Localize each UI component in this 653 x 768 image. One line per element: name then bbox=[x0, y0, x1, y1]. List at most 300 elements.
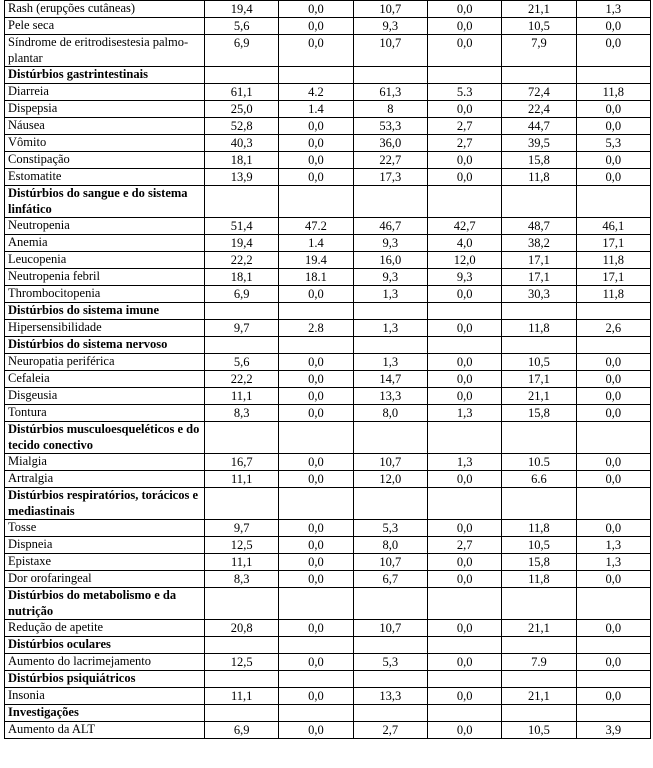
value-cell: 53,3 bbox=[353, 118, 427, 135]
value-cell: 19,4 bbox=[205, 235, 279, 252]
value-cell: 0,0 bbox=[279, 169, 353, 186]
value-cell: 16,7 bbox=[205, 454, 279, 471]
empty-cell bbox=[279, 186, 353, 218]
value-cell: 0,0 bbox=[576, 388, 650, 405]
value-cell: 11,1 bbox=[205, 688, 279, 705]
value-cell: 72,4 bbox=[502, 84, 576, 101]
value-cell: 0,0 bbox=[576, 471, 650, 488]
section-header-row bbox=[5, 303, 651, 320]
section-label: Distúrbios do sistema nervoso bbox=[5, 337, 205, 354]
section-header-row bbox=[5, 637, 651, 654]
empty-cell bbox=[427, 705, 501, 722]
empty-cell bbox=[353, 186, 427, 218]
value-cell: 2.8 bbox=[279, 320, 353, 337]
value-cell: 19,4 bbox=[205, 1, 279, 18]
value-cell: 0,0 bbox=[279, 118, 353, 135]
empty-cell bbox=[427, 671, 501, 688]
empty-cell bbox=[353, 488, 427, 520]
value-cell: 21,1 bbox=[502, 388, 576, 405]
empty-cell bbox=[353, 67, 427, 84]
section-header-row bbox=[5, 488, 651, 520]
value-cell: 7,9 bbox=[502, 35, 576, 67]
value-cell: 0,0 bbox=[427, 35, 501, 67]
empty-cell bbox=[205, 488, 279, 520]
value-cell: 7.9 bbox=[502, 654, 576, 671]
value-cell: 0,0 bbox=[427, 688, 501, 705]
empty-cell bbox=[427, 422, 501, 454]
value-cell: 12,0 bbox=[427, 252, 501, 269]
value-cell: 22,2 bbox=[205, 371, 279, 388]
value-cell: 17,1 bbox=[502, 252, 576, 269]
value-cell: 17,1 bbox=[576, 235, 650, 252]
value-cell: 6,9 bbox=[205, 286, 279, 303]
row-label: Diarreia bbox=[5, 84, 205, 101]
value-cell: 8,3 bbox=[205, 405, 279, 422]
row-label: Dor orofaringeal bbox=[5, 571, 205, 588]
value-cell: 0,0 bbox=[576, 18, 650, 35]
value-cell: 21,1 bbox=[502, 620, 576, 637]
table-row bbox=[5, 471, 651, 488]
row-label: Cefaleia bbox=[5, 371, 205, 388]
section-label: Investigações bbox=[5, 705, 205, 722]
value-cell: 0,0 bbox=[279, 620, 353, 637]
value-cell: 8 bbox=[353, 101, 427, 118]
value-cell: 0,0 bbox=[576, 654, 650, 671]
table-row bbox=[5, 152, 651, 169]
section-header-row bbox=[5, 67, 651, 84]
row-label: Pele seca bbox=[5, 18, 205, 35]
empty-cell bbox=[576, 186, 650, 218]
value-cell: 61,1 bbox=[205, 84, 279, 101]
empty-cell bbox=[353, 303, 427, 320]
value-cell: 0,0 bbox=[576, 520, 650, 537]
value-cell: 46,7 bbox=[353, 218, 427, 235]
value-cell: 11,8 bbox=[576, 84, 650, 101]
value-cell: 1,3 bbox=[353, 286, 427, 303]
section-header-row bbox=[5, 186, 651, 218]
value-cell: 0,0 bbox=[576, 620, 650, 637]
value-cell: 0,0 bbox=[427, 722, 501, 739]
table-row bbox=[5, 269, 651, 286]
value-cell: 0,0 bbox=[279, 388, 353, 405]
value-cell: 11,8 bbox=[576, 286, 650, 303]
value-cell: 0,0 bbox=[576, 118, 650, 135]
value-cell: 0,0 bbox=[576, 354, 650, 371]
table-row bbox=[5, 286, 651, 303]
table-row bbox=[5, 252, 651, 269]
value-cell: 0,0 bbox=[427, 371, 501, 388]
value-cell: 11,1 bbox=[205, 388, 279, 405]
empty-cell bbox=[502, 488, 576, 520]
table-row bbox=[5, 371, 651, 388]
table-row bbox=[5, 320, 651, 337]
value-cell: 9,3 bbox=[427, 269, 501, 286]
row-label: Anemia bbox=[5, 235, 205, 252]
empty-cell bbox=[353, 422, 427, 454]
empty-cell bbox=[279, 67, 353, 84]
value-cell: 0,0 bbox=[427, 520, 501, 537]
value-cell: 15,8 bbox=[502, 405, 576, 422]
empty-cell bbox=[205, 588, 279, 620]
table-row bbox=[5, 388, 651, 405]
value-cell: 0,0 bbox=[427, 354, 501, 371]
empty-cell bbox=[353, 637, 427, 654]
section-label: Distúrbios psiquiátricos bbox=[5, 671, 205, 688]
empty-cell bbox=[205, 303, 279, 320]
empty-cell bbox=[427, 186, 501, 218]
empty-cell bbox=[502, 671, 576, 688]
empty-cell bbox=[502, 705, 576, 722]
empty-cell bbox=[502, 422, 576, 454]
value-cell: 36,0 bbox=[353, 135, 427, 152]
value-cell: 0,0 bbox=[576, 454, 650, 471]
value-cell: 2,7 bbox=[427, 135, 501, 152]
empty-cell bbox=[279, 637, 353, 654]
empty-cell bbox=[205, 186, 279, 218]
value-cell: 8,3 bbox=[205, 571, 279, 588]
value-cell: 5,3 bbox=[353, 520, 427, 537]
value-cell: 5,6 bbox=[205, 354, 279, 371]
empty-cell bbox=[502, 186, 576, 218]
empty-cell bbox=[205, 67, 279, 84]
value-cell: 0,0 bbox=[576, 571, 650, 588]
empty-cell bbox=[353, 337, 427, 354]
value-cell: 11,1 bbox=[205, 554, 279, 571]
empty-cell bbox=[502, 588, 576, 620]
value-cell: 12,5 bbox=[205, 537, 279, 554]
value-cell: 0,0 bbox=[279, 135, 353, 152]
row-label: Aumento do lacrimejamento bbox=[5, 654, 205, 671]
value-cell: 14,7 bbox=[353, 371, 427, 388]
empty-cell bbox=[427, 637, 501, 654]
value-cell: 10,7 bbox=[353, 454, 427, 471]
empty-cell bbox=[502, 337, 576, 354]
row-label: Náusea bbox=[5, 118, 205, 135]
value-cell: 0,0 bbox=[279, 1, 353, 18]
value-cell: 5,3 bbox=[353, 654, 427, 671]
value-cell: 1,3 bbox=[576, 554, 650, 571]
table-row bbox=[5, 454, 651, 471]
value-cell: 22,2 bbox=[205, 252, 279, 269]
empty-cell bbox=[279, 588, 353, 620]
section-header-row bbox=[5, 337, 651, 354]
value-cell: 0,0 bbox=[427, 388, 501, 405]
value-cell: 1.4 bbox=[279, 101, 353, 118]
value-cell: 18.1 bbox=[279, 269, 353, 286]
row-label: Tontura bbox=[5, 405, 205, 422]
value-cell: 4.2 bbox=[279, 84, 353, 101]
row-label: Leucopenia bbox=[5, 252, 205, 269]
value-cell: 17,1 bbox=[502, 269, 576, 286]
value-cell: 0,0 bbox=[279, 152, 353, 169]
value-cell: 13,3 bbox=[353, 388, 427, 405]
value-cell: 12,0 bbox=[353, 471, 427, 488]
row-label: Tosse bbox=[5, 520, 205, 537]
value-cell: 0,0 bbox=[279, 471, 353, 488]
section-label: Distúrbios do metabolismo e da nutrição bbox=[5, 588, 205, 620]
row-label: Neutropenia bbox=[5, 218, 205, 235]
empty-cell bbox=[576, 422, 650, 454]
value-cell: 0,0 bbox=[279, 654, 353, 671]
table-body bbox=[5, 1, 651, 739]
value-cell: 0,0 bbox=[576, 169, 650, 186]
section-label: Distúrbios musculoesqueléticos e do tecido conectivo bbox=[5, 422, 205, 454]
table-row bbox=[5, 1, 651, 18]
value-cell: 0,0 bbox=[279, 571, 353, 588]
value-cell: 17,3 bbox=[353, 169, 427, 186]
value-cell: 0,0 bbox=[427, 654, 501, 671]
value-cell: 0,0 bbox=[279, 371, 353, 388]
value-cell: 52,8 bbox=[205, 118, 279, 135]
value-cell: 10,7 bbox=[353, 554, 427, 571]
value-cell: 1,3 bbox=[353, 354, 427, 371]
section-header-row bbox=[5, 671, 651, 688]
value-cell: 48,7 bbox=[502, 218, 576, 235]
value-cell: 0,0 bbox=[576, 688, 650, 705]
value-cell: 6,7 bbox=[353, 571, 427, 588]
value-cell: 11,1 bbox=[205, 471, 279, 488]
row-label: Dispepsia bbox=[5, 101, 205, 118]
value-cell: 22,4 bbox=[502, 101, 576, 118]
row-label: Neutropenia febril bbox=[5, 269, 205, 286]
value-cell: 0,0 bbox=[279, 537, 353, 554]
value-cell: 2,6 bbox=[576, 320, 650, 337]
value-cell: 42,7 bbox=[427, 218, 501, 235]
empty-cell bbox=[427, 67, 501, 84]
value-cell: 19.4 bbox=[279, 252, 353, 269]
empty-cell bbox=[427, 337, 501, 354]
value-cell: 5,6 bbox=[205, 18, 279, 35]
value-cell: 10,5 bbox=[502, 537, 576, 554]
value-cell: 5.3 bbox=[427, 84, 501, 101]
value-cell: 61,3 bbox=[353, 84, 427, 101]
table-row bbox=[5, 169, 651, 186]
empty-cell bbox=[576, 488, 650, 520]
value-cell: 11,8 bbox=[576, 252, 650, 269]
row-label: Hipersensibilidade bbox=[5, 320, 205, 337]
empty-cell bbox=[353, 588, 427, 620]
value-cell: 1,3 bbox=[353, 320, 427, 337]
value-cell: 10,5 bbox=[502, 354, 576, 371]
value-cell: 2,7 bbox=[427, 118, 501, 135]
value-cell: 6,9 bbox=[205, 35, 279, 67]
section-label: Distúrbios do sangue e do sistema linfático bbox=[5, 186, 205, 218]
value-cell: 12,5 bbox=[205, 654, 279, 671]
row-label: Aumento da ALT bbox=[5, 722, 205, 739]
value-cell: 11,8 bbox=[502, 320, 576, 337]
row-label: Neuropatia periférica bbox=[5, 354, 205, 371]
section-header-row bbox=[5, 705, 651, 722]
value-cell: 44,7 bbox=[502, 118, 576, 135]
empty-cell bbox=[279, 422, 353, 454]
empty-cell bbox=[353, 705, 427, 722]
value-cell: 5,3 bbox=[576, 135, 650, 152]
section-header-row bbox=[5, 422, 651, 454]
empty-cell bbox=[279, 705, 353, 722]
empty-cell bbox=[279, 488, 353, 520]
table-row bbox=[5, 84, 651, 101]
value-cell: 6.6 bbox=[502, 471, 576, 488]
value-cell: 38,2 bbox=[502, 235, 576, 252]
empty-cell bbox=[353, 671, 427, 688]
value-cell: 10,7 bbox=[353, 35, 427, 67]
value-cell: 0,0 bbox=[427, 620, 501, 637]
value-cell: 11,8 bbox=[502, 169, 576, 186]
value-cell: 9,7 bbox=[205, 520, 279, 537]
table-row bbox=[5, 405, 651, 422]
row-label: Mialgia bbox=[5, 454, 205, 471]
adverse-events-table bbox=[4, 0, 651, 739]
value-cell: 11,8 bbox=[502, 571, 576, 588]
empty-cell bbox=[576, 303, 650, 320]
table-row bbox=[5, 620, 651, 637]
empty-cell bbox=[205, 671, 279, 688]
value-cell: 0,0 bbox=[576, 405, 650, 422]
value-cell: 0,0 bbox=[279, 18, 353, 35]
table-row bbox=[5, 35, 651, 67]
value-cell: 15,8 bbox=[502, 554, 576, 571]
table-row bbox=[5, 688, 651, 705]
empty-cell bbox=[502, 637, 576, 654]
value-cell: 0,0 bbox=[576, 35, 650, 67]
value-cell: 8,0 bbox=[353, 405, 427, 422]
section-header-row bbox=[5, 588, 651, 620]
value-cell: 4,0 bbox=[427, 235, 501, 252]
value-cell: 0,0 bbox=[279, 520, 353, 537]
value-cell: 1,3 bbox=[427, 454, 501, 471]
value-cell: 9,3 bbox=[353, 18, 427, 35]
empty-cell bbox=[279, 671, 353, 688]
row-label: Thrombocitopenia bbox=[5, 286, 205, 303]
empty-cell bbox=[205, 637, 279, 654]
value-cell: 0,0 bbox=[279, 354, 353, 371]
empty-cell bbox=[576, 671, 650, 688]
value-cell: 10,5 bbox=[502, 18, 576, 35]
row-label: Insonia bbox=[5, 688, 205, 705]
section-label: Distúrbios gastrintestinais bbox=[5, 67, 205, 84]
section-label: Distúrbios oculares bbox=[5, 637, 205, 654]
value-cell: 0,0 bbox=[427, 554, 501, 571]
empty-cell bbox=[279, 337, 353, 354]
value-cell: 0,0 bbox=[427, 169, 501, 186]
value-cell: 0,0 bbox=[279, 454, 353, 471]
empty-cell bbox=[205, 422, 279, 454]
value-cell: 20,8 bbox=[205, 620, 279, 637]
section-label: Distúrbios respiratórios, torácicos e mediastinais bbox=[5, 488, 205, 520]
value-cell: 39,5 bbox=[502, 135, 576, 152]
value-cell: 0,0 bbox=[427, 1, 501, 18]
table-row bbox=[5, 520, 651, 537]
value-cell: 0,0 bbox=[576, 152, 650, 169]
row-label: Disgeusia bbox=[5, 388, 205, 405]
value-cell: 0,0 bbox=[279, 35, 353, 67]
value-cell: 1.4 bbox=[279, 235, 353, 252]
empty-cell bbox=[502, 303, 576, 320]
value-cell: 0,0 bbox=[279, 688, 353, 705]
value-cell: 17,1 bbox=[576, 269, 650, 286]
value-cell: 8,0 bbox=[353, 537, 427, 554]
row-label: Síndrome de eritrodisestesia palmo-plantar bbox=[5, 35, 205, 67]
value-cell: 3,9 bbox=[576, 722, 650, 739]
row-label: Estomatite bbox=[5, 169, 205, 186]
value-cell: 51,4 bbox=[205, 218, 279, 235]
value-cell: 22,7 bbox=[353, 152, 427, 169]
value-cell: 6,9 bbox=[205, 722, 279, 739]
table-row bbox=[5, 101, 651, 118]
value-cell: 17,1 bbox=[502, 371, 576, 388]
empty-cell bbox=[502, 67, 576, 84]
row-label: Dispneia bbox=[5, 537, 205, 554]
value-cell: 18,1 bbox=[205, 269, 279, 286]
value-cell: 16,0 bbox=[353, 252, 427, 269]
value-cell: 0,0 bbox=[427, 101, 501, 118]
value-cell: 0,0 bbox=[427, 152, 501, 169]
value-cell: 21,1 bbox=[502, 688, 576, 705]
value-cell: 10,5 bbox=[502, 722, 576, 739]
value-cell: 10.5 bbox=[502, 454, 576, 471]
row-label: Constipação bbox=[5, 152, 205, 169]
row-label: Rash (erupções cutâneas) bbox=[5, 1, 205, 18]
empty-cell bbox=[205, 337, 279, 354]
value-cell: 0,0 bbox=[427, 320, 501, 337]
value-cell: 0,0 bbox=[427, 471, 501, 488]
empty-cell bbox=[427, 488, 501, 520]
value-cell: 15,8 bbox=[502, 152, 576, 169]
value-cell: 0,0 bbox=[279, 554, 353, 571]
value-cell: 2,7 bbox=[353, 722, 427, 739]
table-row bbox=[5, 571, 651, 588]
empty-cell bbox=[576, 588, 650, 620]
row-label: Redução de apetite bbox=[5, 620, 205, 637]
value-cell: 0,0 bbox=[576, 101, 650, 118]
table-row bbox=[5, 235, 651, 252]
table-row bbox=[5, 18, 651, 35]
value-cell: 10,7 bbox=[353, 620, 427, 637]
value-cell: 30,3 bbox=[502, 286, 576, 303]
table-row bbox=[5, 722, 651, 739]
value-cell: 9,7 bbox=[205, 320, 279, 337]
value-cell: 13,9 bbox=[205, 169, 279, 186]
adverse-events-table-wrapper bbox=[4, 0, 651, 739]
value-cell: 0,0 bbox=[427, 18, 501, 35]
value-cell: 18,1 bbox=[205, 152, 279, 169]
empty-cell bbox=[427, 303, 501, 320]
table-row bbox=[5, 135, 651, 152]
section-label: Distúrbios do sistema imune bbox=[5, 303, 205, 320]
table-row bbox=[5, 537, 651, 554]
empty-cell bbox=[279, 303, 353, 320]
value-cell: 13,3 bbox=[353, 688, 427, 705]
table-row bbox=[5, 654, 651, 671]
value-cell: 21,1 bbox=[502, 1, 576, 18]
value-cell: 9,3 bbox=[353, 235, 427, 252]
value-cell: 0,0 bbox=[576, 371, 650, 388]
value-cell: 46,1 bbox=[576, 218, 650, 235]
row-label: Artralgia bbox=[5, 471, 205, 488]
value-cell: 1,3 bbox=[576, 537, 650, 554]
row-label: Epistaxe bbox=[5, 554, 205, 571]
empty-cell bbox=[576, 337, 650, 354]
value-cell: 0,0 bbox=[427, 571, 501, 588]
table-row bbox=[5, 118, 651, 135]
empty-cell bbox=[427, 588, 501, 620]
table-row bbox=[5, 354, 651, 371]
table-row bbox=[5, 554, 651, 571]
value-cell: 2,7 bbox=[427, 537, 501, 554]
value-cell: 0,0 bbox=[279, 405, 353, 422]
value-cell: 9,3 bbox=[353, 269, 427, 286]
value-cell: 25,0 bbox=[205, 101, 279, 118]
